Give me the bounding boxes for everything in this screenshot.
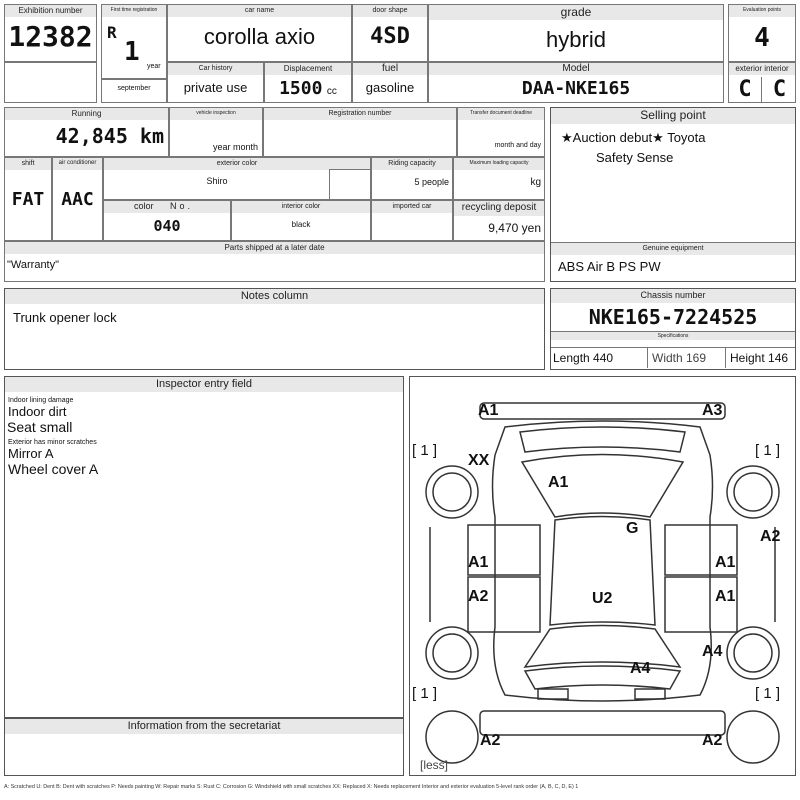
car-history-label: Car history bbox=[168, 63, 263, 75]
windshield bbox=[522, 455, 683, 518]
selling-label: Selling point bbox=[551, 108, 795, 124]
spare-left bbox=[426, 711, 478, 763]
wheel-front-right bbox=[727, 466, 779, 518]
exterior-color-label: exterior color bbox=[104, 158, 370, 170]
transfer-deadline-label: Transfer document deadline bbox=[458, 108, 544, 120]
parts-cell bbox=[4, 241, 545, 282]
model-cell bbox=[428, 62, 724, 103]
ac-label: air conditioner bbox=[53, 158, 102, 170]
car-name-label: car name bbox=[168, 5, 351, 17]
spec-length: Length 440 bbox=[553, 351, 614, 365]
notes-section bbox=[4, 288, 545, 370]
mark-center: U2 bbox=[592, 590, 613, 607]
vehicle-inspection-cell bbox=[169, 107, 263, 157]
exterior-color-extra bbox=[329, 169, 371, 200]
bracket-top-left: [ 1 ] bbox=[412, 442, 438, 459]
mark-front-left: A1 bbox=[478, 402, 499, 419]
year-month: year month bbox=[212, 142, 258, 152]
front-bumper bbox=[480, 403, 725, 419]
parts: "Warranty" bbox=[7, 259, 60, 271]
max-loading-label: Maximum loading capacity bbox=[454, 158, 544, 170]
registration-cell bbox=[263, 107, 457, 157]
car-name-cell bbox=[167, 4, 352, 62]
wheel-rear-left-inner bbox=[433, 634, 471, 672]
parts-label: Parts shipped at a later date bbox=[5, 242, 544, 254]
displacement: 1500 bbox=[279, 78, 323, 99]
inspector-sub1: Indoor lining damage bbox=[8, 397, 74, 404]
roof bbox=[550, 517, 655, 626]
mark-right-rear-door: A1 bbox=[715, 588, 736, 605]
shift-cell bbox=[4, 157, 52, 241]
month-day: month and day bbox=[494, 142, 541, 149]
mark-front-right: A3 bbox=[702, 402, 723, 419]
displacement-cell bbox=[264, 62, 352, 103]
door-shape-label: door shape bbox=[353, 5, 427, 17]
inspector-line3: Mirror A bbox=[8, 446, 54, 461]
mark-trunk: A4 bbox=[630, 660, 651, 677]
selling-line1: ★Auction debut★ Toyota bbox=[561, 130, 706, 145]
tail-light-right bbox=[635, 689, 665, 699]
shift: FAT bbox=[11, 189, 45, 210]
interior-grade: C bbox=[772, 77, 787, 102]
month: september bbox=[117, 85, 151, 92]
evaluation-label: Evaluation points bbox=[729, 5, 795, 17]
inspector-line4: Wheel cover A bbox=[8, 461, 99, 477]
hood bbox=[520, 427, 685, 452]
car-history: private use bbox=[183, 80, 248, 95]
grade-cell bbox=[428, 4, 724, 62]
inspector-line2: Seat small bbox=[7, 419, 73, 435]
imported-cell bbox=[371, 200, 453, 241]
displacement-unit: cc bbox=[326, 86, 337, 97]
mark-right-side: A2 bbox=[760, 528, 781, 545]
mark-windshield: A1 bbox=[548, 474, 569, 491]
door-shape-cell bbox=[352, 4, 428, 62]
year-unit: year bbox=[147, 63, 161, 70]
riding-capacity-label: Riding capacity bbox=[372, 158, 452, 170]
exhibition-number-label: Exhibition number bbox=[5, 5, 96, 17]
wheel-rear-right bbox=[727, 627, 779, 679]
car-history-cell bbox=[167, 62, 264, 103]
fuel-cell bbox=[352, 62, 428, 103]
ac-cell bbox=[52, 157, 103, 241]
inspector-line1: Indoor dirt bbox=[8, 404, 67, 419]
kg: kg bbox=[530, 177, 541, 188]
month-cell bbox=[101, 79, 167, 103]
ext-int-cell bbox=[728, 62, 796, 103]
bracket-bottom-left: [ 1 ] bbox=[412, 685, 438, 702]
equipment-label: Genuine equipment bbox=[551, 243, 795, 255]
evaluation-cell bbox=[728, 4, 796, 62]
notes-label: Notes column bbox=[5, 289, 544, 304]
color-no: No. bbox=[170, 201, 194, 211]
wheel-front-left-inner bbox=[433, 473, 471, 511]
riding-capacity: 5 people bbox=[414, 177, 449, 187]
grade: hybrid bbox=[546, 27, 606, 52]
spec-width: Width 169 bbox=[647, 348, 706, 368]
door-shape: 4SD bbox=[370, 24, 410, 49]
interior-color: black bbox=[291, 220, 311, 229]
first-registration-cell bbox=[101, 4, 167, 79]
color-label: color bbox=[134, 201, 154, 211]
chassis-number: NKE165-7224525 bbox=[588, 305, 758, 329]
mark-left-front-door: A1 bbox=[468, 554, 489, 571]
wheel-front-right-inner bbox=[734, 473, 772, 511]
displacement-label: Displacement bbox=[265, 63, 351, 75]
car-body bbox=[493, 421, 713, 701]
model-label: Model bbox=[429, 63, 723, 75]
car-name: corolla axio bbox=[203, 24, 316, 49]
fuel-label: fuel bbox=[353, 63, 427, 75]
mark-left-rear-door: A2 bbox=[468, 588, 489, 605]
bracket-top-right: [ 1 ] bbox=[755, 442, 781, 459]
shift-label: shift bbox=[5, 158, 51, 170]
color-code: 040 bbox=[153, 217, 181, 235]
model: DAA-NKE165 bbox=[521, 78, 631, 99]
era: R bbox=[107, 23, 117, 42]
mark-rear-right-quarter: A4 bbox=[702, 643, 723, 660]
car-diagram bbox=[409, 376, 796, 776]
running-cell bbox=[4, 107, 169, 157]
mark-rear-left: A2 bbox=[480, 732, 501, 749]
exterior-color: Shiro bbox=[206, 176, 228, 186]
mark-fender-left: XX bbox=[468, 452, 490, 469]
max-loading-cell bbox=[453, 157, 545, 200]
fuel: gasoline bbox=[365, 80, 415, 95]
riding-capacity-cell bbox=[371, 157, 453, 200]
spec-height: Height 146 bbox=[725, 348, 788, 368]
running: 42,845 km bbox=[55, 124, 164, 148]
exhibition-number-cell bbox=[4, 4, 97, 62]
rear-bumper bbox=[480, 711, 725, 735]
spare-right bbox=[727, 711, 779, 763]
tail-light-left bbox=[538, 689, 568, 699]
mark-rear-right: A2 bbox=[702, 732, 723, 749]
chassis-label: Chassis number bbox=[551, 289, 795, 303]
wheel-front-left bbox=[426, 466, 478, 518]
inspector-sub2: Exterior has minor scratches bbox=[8, 439, 97, 446]
registration-label: Registration number bbox=[264, 108, 456, 120]
inspector-section bbox=[4, 376, 404, 718]
bracket-bottom-right: [ 1 ] bbox=[755, 685, 781, 702]
selling-section bbox=[550, 107, 796, 282]
imported-label: imported car bbox=[372, 201, 452, 213]
ac: AAC bbox=[61, 189, 94, 210]
recycling: 9,470 yen bbox=[488, 221, 541, 235]
grade-label: grade bbox=[429, 5, 723, 20]
wheel-rear-left bbox=[426, 627, 478, 679]
mark-roof: G bbox=[626, 520, 639, 537]
inspector-label: Inspector entry field bbox=[5, 377, 403, 392]
less-label: [less] bbox=[420, 758, 449, 772]
transfer-deadline-cell bbox=[457, 107, 545, 157]
interior-color-label: interior color bbox=[232, 201, 370, 213]
spec-label: Specifications bbox=[551, 331, 795, 340]
details-section bbox=[4, 107, 545, 282]
recycling-label: recycling deposit bbox=[454, 201, 544, 216]
first-registration-label: First time registration bbox=[102, 5, 166, 17]
interior-color-cell bbox=[231, 200, 371, 241]
recycling-cell bbox=[453, 200, 545, 241]
exterior-grade: C bbox=[729, 77, 762, 103]
vehicle-inspection-label: vehicle inspection bbox=[170, 108, 262, 120]
exhibition-number: 12382 bbox=[8, 20, 93, 53]
exterior-label: exterior bbox=[735, 64, 762, 73]
legend: A: Scratched U: Dent B: Dent with scratches P: Needs painting W: Repair marks S: Rust C: Corrosion G: Windshield with small scratches XX: Replaced X: Needs replacement Interior and exterior evaluation 5-level rank order (A, B, C, D, E) 1 bbox=[4, 784, 579, 790]
rear-window bbox=[525, 626, 680, 668]
chassis-section bbox=[550, 288, 796, 370]
secretariat-section bbox=[4, 718, 404, 776]
mark-right-front-door: A1 bbox=[715, 554, 736, 571]
evaluation: 4 bbox=[754, 23, 770, 53]
year-value: 1 bbox=[124, 37, 140, 67]
trunk bbox=[525, 666, 680, 689]
wheel-rear-right-inner bbox=[734, 634, 772, 672]
exhibition-blank bbox=[4, 62, 97, 103]
color-cell bbox=[103, 200, 231, 241]
header-section bbox=[4, 4, 796, 103]
running-label: Running bbox=[5, 108, 168, 120]
selling-line2: Safety Sense bbox=[596, 150, 674, 165]
car-diagram-svg bbox=[410, 377, 795, 775]
secretariat-label: Information from the secretariat bbox=[5, 719, 403, 734]
interior-label: interior bbox=[764, 64, 789, 73]
notes-text: Trunk opener lock bbox=[13, 310, 117, 325]
equipment: ABS Air B PS PW bbox=[558, 259, 661, 274]
